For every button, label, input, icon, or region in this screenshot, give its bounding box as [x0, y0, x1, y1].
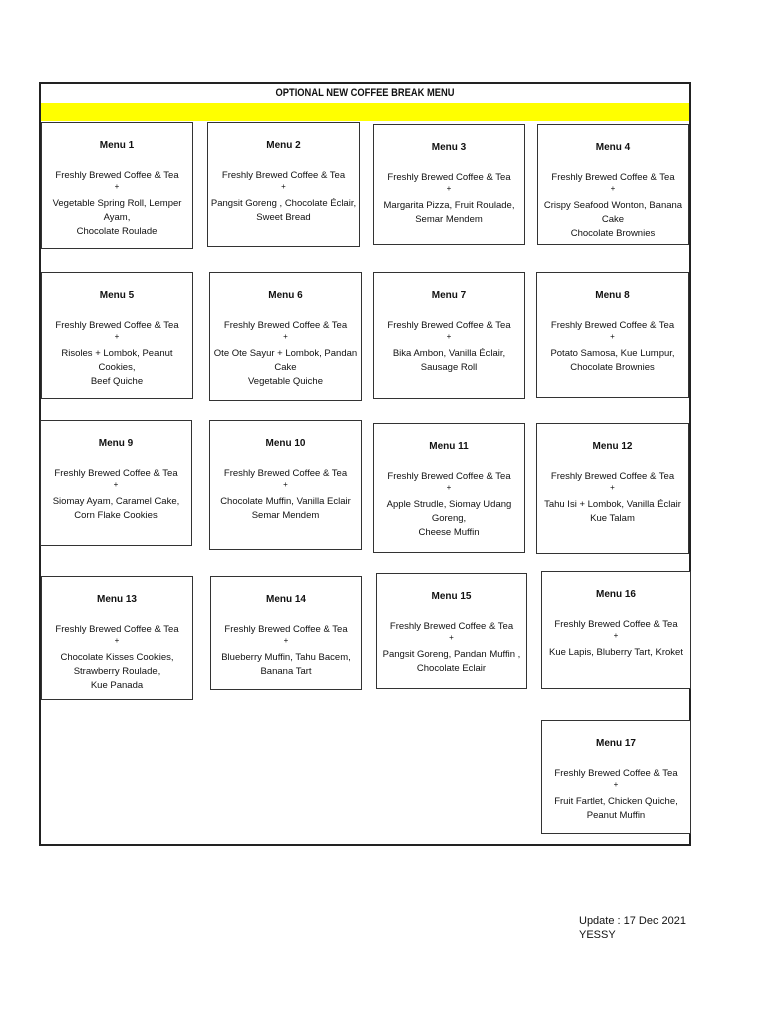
menu-items: Blueberry Muffin, Tahu Bacem, Banana Tart — [221, 652, 351, 677]
menu-beverage: Freshly Brewed Coffee & Tea — [223, 320, 348, 331]
menu-separator: + — [113, 480, 119, 489]
menu-items: Margarita Pizza, Fruit Roulade, Semar Mendem — [383, 200, 515, 225]
menu-beverage: Freshly Brewed Coffee & Tea — [554, 768, 678, 779]
menu-items: Potato Samosa, Kue Lumpur, Chocolate Brownies — [550, 348, 675, 373]
menu-title: Menu 12 — [592, 441, 633, 452]
menu-items: Kue Lapis, Bluberry Tart, Kroket — [549, 647, 683, 658]
menu-beverage: Freshly Brewed Coffee & Tea — [550, 471, 675, 482]
menu-items: Fruit Fartlet, Chicken Quiche, Peanut Muffin — [554, 796, 678, 821]
yellow-highlight-band — [41, 103, 689, 121]
menu-title: Menu 10 — [265, 438, 306, 449]
menu-items: Tahu Isi + Lombok, Vanilla Éclair Kue Talam — [544, 499, 681, 524]
menu-title: Menu 3 — [431, 142, 467, 153]
menu-items: Crispy Seafood Wonton, Banana Cake Chocolate Brownies — [543, 200, 683, 239]
menu-separator: + — [283, 332, 288, 341]
menu-separator: + — [446, 184, 452, 193]
menu-separator: + — [610, 483, 615, 492]
menu-card — [541, 571, 691, 689]
menu-beverage: Freshly Brewed Coffee & Tea — [224, 624, 348, 635]
menu-card — [41, 272, 193, 399]
menu-title: Menu 11 — [429, 441, 469, 452]
menu-separator: + — [446, 332, 452, 341]
menu-items: Vegetable Spring Roll, Lemper Ayam, Chocolate Roulade — [52, 198, 182, 237]
menu-title: Menu 15 — [431, 591, 472, 602]
menu-card — [537, 124, 689, 245]
menu-beverage: Freshly Brewed Coffee & Tea — [55, 624, 179, 635]
menu-beverage: Freshly Brewed Coffee & Tea — [223, 468, 348, 479]
update-date: Update : 17 Dec 2021 — [579, 915, 687, 927]
menu-title: Menu 7 — [431, 290, 467, 301]
menu-items: Pangsit Goreng, Pandan Muffin , Chocolate Eclair — [382, 649, 521, 674]
menu-beverage: Freshly Brewed Coffee & Tea — [55, 170, 179, 181]
menu-card — [373, 423, 525, 553]
menu-beverage: Freshly Brewed Coffee & Tea — [54, 468, 178, 479]
menu-card — [209, 420, 362, 550]
menu-card — [536, 272, 689, 398]
menu-items: Risoles + Lombok, Peanut Cookies, Beef Quiche — [61, 348, 173, 387]
menu-beverage: Freshly Brewed Coffee & Tea — [387, 471, 511, 482]
menu-separator: + — [446, 483, 452, 492]
menu-items: Bika Ambon, Vanilla Éclair, Sausage Roll — [392, 348, 506, 373]
menu-title: Menu 5 — [99, 290, 135, 301]
menu-beverage: Freshly Brewed Coffee & Tea — [554, 619, 678, 630]
menu-items: Chocolate Kisses Cookies, Strawberry Roulade, Kue Panada — [60, 652, 174, 691]
menu-card — [536, 423, 689, 554]
menu-title: Menu 1 — [99, 140, 135, 151]
menu-items: Siomay Ayam, Caramel Cake, Corn Flake Cookies — [52, 496, 180, 521]
menu-title: Menu 9 — [98, 438, 134, 449]
menu-separator: + — [449, 633, 454, 642]
menu-beverage: Freshly Brewed Coffee & Tea — [221, 170, 346, 181]
menu-title: Menu 2 — [266, 140, 301, 151]
menu-beverage: Freshly Brewed Coffee & Tea — [550, 320, 675, 331]
menu-title: Menu 4 — [595, 142, 631, 153]
menu-card — [373, 124, 525, 245]
menu-items: Pangsit Goreng , Chocolate Éclair, Sweet Bread — [210, 198, 357, 223]
menu-title: Menu 14 — [265, 594, 306, 605]
menu-title: Menu 17 — [595, 738, 636, 749]
menu-separator: + — [283, 636, 289, 645]
menu-items: Apple Strudle, Siomay Udang Goreng, Cheese Muffin — [386, 499, 512, 538]
menu-card — [376, 573, 527, 689]
menu-card — [373, 272, 525, 399]
menu-title: Menu 16 — [595, 589, 636, 600]
menu-separator: + — [281, 182, 286, 191]
menu-card — [41, 576, 193, 700]
page-title: OPTIONAL NEW COFFEE BREAK MENU — [275, 87, 455, 99]
footer — [579, 914, 686, 942]
menu-beverage: Freshly Brewed Coffee & Tea — [387, 172, 511, 183]
menu-separator: + — [610, 184, 616, 193]
menu-beverage: Freshly Brewed Coffee & Tea — [389, 621, 514, 632]
menu-separator: + — [283, 480, 288, 489]
menu-separator: + — [613, 631, 619, 640]
menu-card — [40, 420, 192, 546]
menu-card — [209, 272, 362, 401]
menu-beverage: Freshly Brewed Coffee & Tea — [551, 172, 675, 183]
menu-card — [207, 122, 360, 247]
menu-items: Ote Ote Sayur + Lombok, Pandan Cake Vegetable Quiche — [213, 348, 358, 387]
menu-card — [41, 122, 193, 249]
menu-title: Menu 8 — [595, 290, 630, 301]
menu-separator: + — [613, 780, 619, 789]
menu-items: Chocolate Muffin, Vanilla Eclair Semar Mendem — [220, 496, 351, 521]
menu-title: Menu 13 — [96, 594, 137, 605]
menu-separator: + — [114, 636, 120, 645]
menu-beverage: Freshly Brewed Coffee & Tea — [55, 320, 179, 331]
menu-card — [210, 576, 362, 690]
menu-title: Menu 6 — [268, 290, 303, 301]
menu-separator: + — [610, 332, 615, 341]
author: YESSY — [579, 929, 616, 941]
menu-card — [541, 720, 691, 834]
menu-separator: + — [114, 182, 120, 191]
menu-beverage: Freshly Brewed Coffee & Tea — [387, 320, 511, 331]
menu-separator: + — [114, 332, 120, 341]
